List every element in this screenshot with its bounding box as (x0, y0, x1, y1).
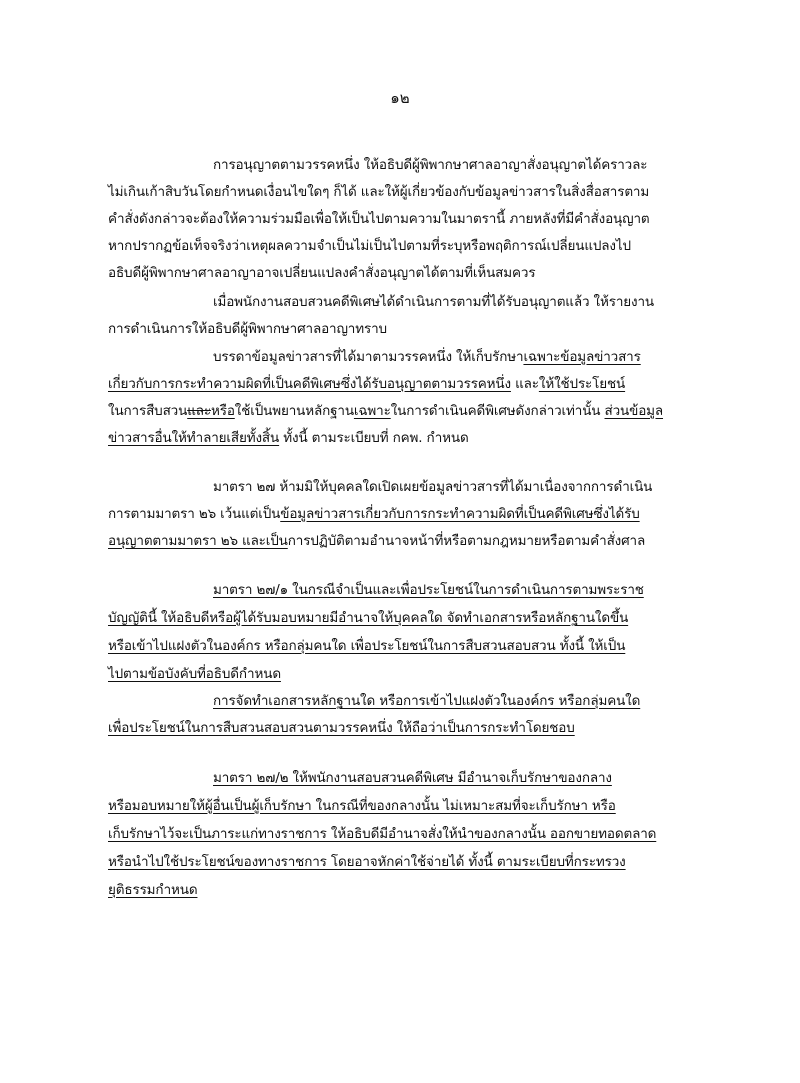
sec27-line1: มาตรา ๒๗ ห้ามมิให้บุคคลใดเปิดเผยข้อมูลข่าวสารที่ได้มาเนื่องจากการดำเนิน (213, 479, 653, 495)
para1-line1: การอนุญาตตามวรรคหนึ่ง ให้อธิบดีผู้พิพากษาศาลอาญาสั่งอนุญาตได้คราวละ (213, 157, 648, 173)
underlined-text: ข่าวสารอื่นให้ทำลายเสียทั้งสิ้น (108, 430, 280, 446)
text: ในการดำเนินคดีพิเศษดังกล่าวเท่านั้น (390, 403, 605, 419)
sec27-1-line6: เพื่อประโยชน์ในการสืบสวนสอบสวนตามวรรคหนึ่ง ให้ถือว่าเป็นการกระทำโดยชอบ (108, 720, 575, 736)
underlined-text: เกี่ยวกับการกระทำความผิดที่เป็นคดีพิเศษซึ่งได้รับอนุญาตตามวรรคหนึ่ง (108, 376, 511, 392)
para1-line5: อธิบดีผู้พิพากษาศาลอาญาอาจเปลี่ยนแปลงคำสั่งอนุญาตได้ตามที่เห็นสมควร (108, 265, 536, 281)
text: ทั้งนี้ ตามระเบียบที่ กคพ. กำหนด (279, 430, 469, 446)
sec27-1-line5: การจัดทำเอกสารหลักฐานใด หรือการเข้าไปแฝงตัวในองค์กร หรือกลุ่มคนใด (213, 693, 641, 709)
sec27-1-line2: บัญญัตินี้ ให้อธิบดีหรือผู้ได้รับมอบหมายมีอำนาจให้บุคคลใด จัดทำเอกสารหรือหลักฐานใดขึ้น (108, 610, 629, 626)
sec27-2-line2: หรือมอบหมายให้ผู้อื่นเป็นผู้เก็บรักษา ในกรณีที่ของกลางนั้น ไม่เหมาะสมที่จะเก็บรักษา หรือ (108, 798, 616, 814)
text: ใช้เป็นพยานหลักฐาน (234, 403, 354, 419)
para1-line3: คำสั่งดังกล่าวจะต้องให้ความร่วมมือเพื่อให้เป็นไปตามความในมาตรานี้ ภายหลังที่มีคำสั่งอนุญาต (108, 211, 650, 227)
sec27-1-line4: ไปตามข้อบังคับที่อธิบดีกำหนด (108, 666, 281, 682)
underlined-text: ข้อมูลข่าวสารเกี่ยวกับการกระทำความผิดที่เป็นคดีพิเศษซึ่งได้รับ (280, 506, 640, 522)
sec27-line3 (108, 529, 645, 551)
text: บรรดาข้อมูลข่าวสารที่ได้มาตามวรรคหนึ่ง ให้เก็บรักษา (213, 349, 524, 365)
underlined-text: เฉพาะข้อมูลข่าวสาร (523, 349, 641, 365)
sec27-line2 (108, 502, 640, 524)
para3-line1 (213, 345, 641, 367)
para2-line2: การดำเนินการให้อธิบดีผู้พิพากษาศาลอาญาทราบ (108, 321, 387, 337)
sec27-2-line5: ยุติธรรมกำหนด (108, 882, 198, 898)
struck-text: และ (187, 403, 211, 419)
para2-line1: เมื่อพนักงานสอบสวนคดีพิเศษได้ดำเนินการตามที่ได้รับอนุญาตแล้ว ให้รายงาน (213, 294, 654, 310)
text: และ (510, 376, 539, 392)
text: ในการสืบสวน (108, 403, 188, 419)
underlined-text: เฉพาะ (353, 403, 391, 419)
sec27-2-line3: เก็บรักษาไว้จะเป็นภาระแก่ทางราชการ ให้อธิบดีมีอำนาจสั่งให้นำของกลางนั้น ออกขายทอดตลาด (108, 826, 657, 842)
sec27-2-line4: หรือนำไปใช้ประโยชน์ของทางราชการ โดยอาจหักค่าใช้จ่ายได้ ทั้งนี้ ตามระเบียบที่กระทรวง (108, 854, 626, 870)
para1-line2: ไม่เกินเก้าสิบวันโดยกำหนดเงื่อนไขใดๆ ก็ได้ และให้ผู้เกี่ยวข้องกับข้อมูลข่าวสารในสิ่งสื่อสารตาม (108, 184, 650, 200)
page-number: ๑๒ (390, 89, 410, 107)
sec27-1-line1: มาตรา ๒๗/๑ ในกรณีจำเป็นและเพื่อประโยชน์ในการดำเนินการตามพระราช (213, 582, 644, 598)
para3-line2 (108, 372, 625, 394)
underlined-text: อนุญาตตามมาตรา ๒๖ และเป็น (108, 533, 288, 549)
sec27-1-line3: หรือเข้าไปแฝงตัวในองค์กร หรือกลุ่มคนใด เพื่อประโยชน์ในการสืบสวนสอบสวน ทั้งนี้ ให้เป็น (108, 638, 626, 654)
sec27-2-line1: มาตรา ๒๗/๒ ให้พนักงานสอบสวนคดีพิเศษ มีอำนาจเก็บรักษาของกลาง (213, 770, 612, 786)
underlined-text: หรือ (210, 403, 235, 419)
text: การตามมาตรา ๒๖ เว้นแต่เป็น (108, 506, 281, 522)
para3-line4 (108, 426, 469, 448)
underlined-text: ส่วนข้อมูล (604, 403, 664, 419)
para1-line4: หากปรากฏข้อเท็จจริงว่าเหตุผลความจำเป็นไม่เป็นไปตามที่ระบุหรือพฤติการณ์เปลี่ยนแปลงไป (108, 238, 631, 254)
text: การปฏิบัติตามอำนาจหน้าที่หรือตามกฎหมายหรือตามคำสั่งศาล (287, 533, 646, 549)
para3-line3 (108, 399, 663, 421)
underlined-text: ให้ใช้ประโยชน์ (538, 376, 626, 392)
